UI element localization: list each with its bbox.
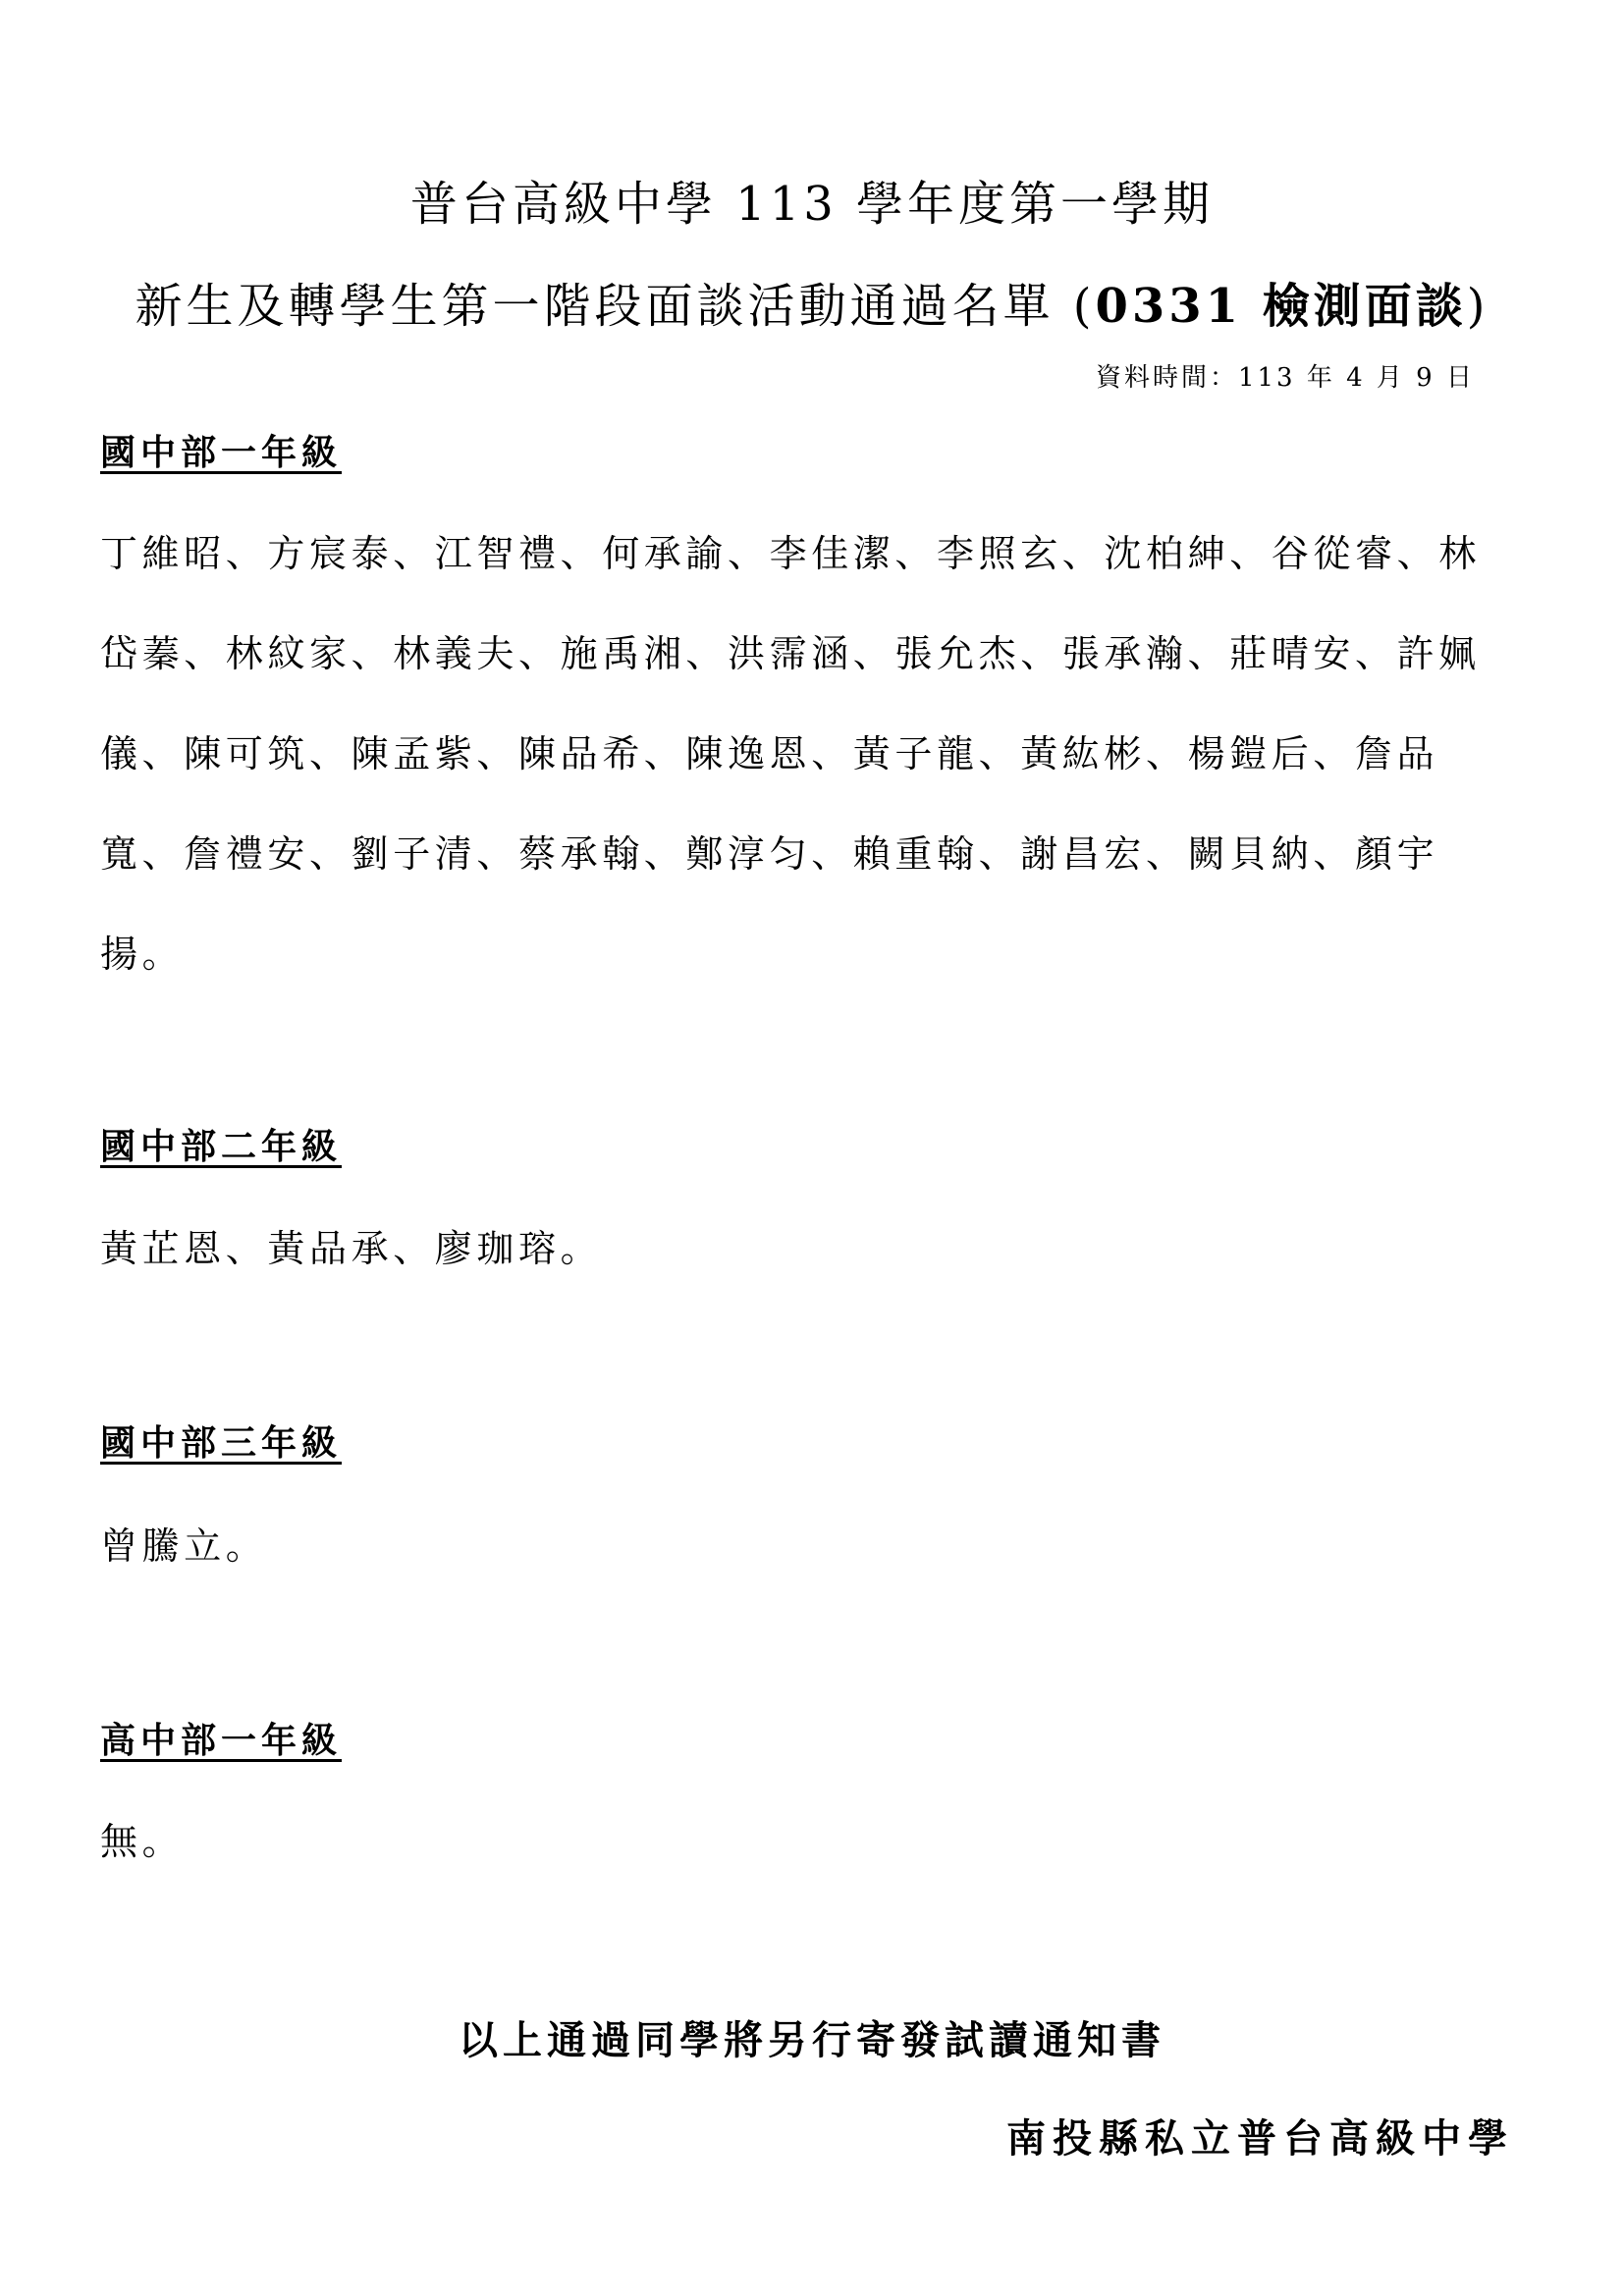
- data-time: 資料時間：113 年 4 月 9 日: [1095, 363, 1475, 393]
- section-heading-senior-grade-1: 高中部一年級: [100, 1720, 343, 1761]
- subtitle-emphasis: 0331 檢測面談: [1095, 279, 1467, 334]
- school-signature: 南投縣私立普台高級中學: [1006, 2115, 1514, 2162]
- notice-text: 以上通過同學將另行寄發試讀通知書: [459, 2017, 1165, 2063]
- name-list-junior-grade-1: 丁維昭、方宸泰、江智禮、何承諭、李佳潔、李照玄、沈柏紳、谷從睿、林岱蓁、林紋家、林義夫、施禹湘、洪霈涵、張允杰、張承瀚、莊晴安、許姵儀、陳可筑、陳孟紫、陳品希、陳逸恩、黃子龍、黃紘彬、楊鎧后、詹品寬、詹禮安、劉子清、蔡承翰、鄭淳匀、賴重翰、謝昌宏、闕貝納、顏宇揚。: [100, 532, 1481, 976]
- document-subtitle: [0, 277, 1624, 336]
- name-list-junior-grade-3: 曾騰立。: [100, 1524, 268, 1568]
- name-list-senior-grade-1: 無。: [100, 1820, 185, 1863]
- subtitle-prefix: 新生及轉學生第一階段面談活動通過名單 (: [135, 279, 1096, 334]
- name-list-junior-grade-2: 黃芷恩、黃品承、廖珈瑢。: [100, 1227, 603, 1270]
- section-heading-junior-grade-1: 國中部一年級: [100, 432, 343, 473]
- subtitle-suffix: ): [1466, 279, 1489, 334]
- document-title: 普台高級中學 113 學年度第一學期: [409, 177, 1215, 232]
- section-heading-junior-grade-2: 國中部二年級: [100, 1126, 343, 1167]
- section-heading-junior-grade-3: 國中部三年級: [100, 1422, 343, 1464]
